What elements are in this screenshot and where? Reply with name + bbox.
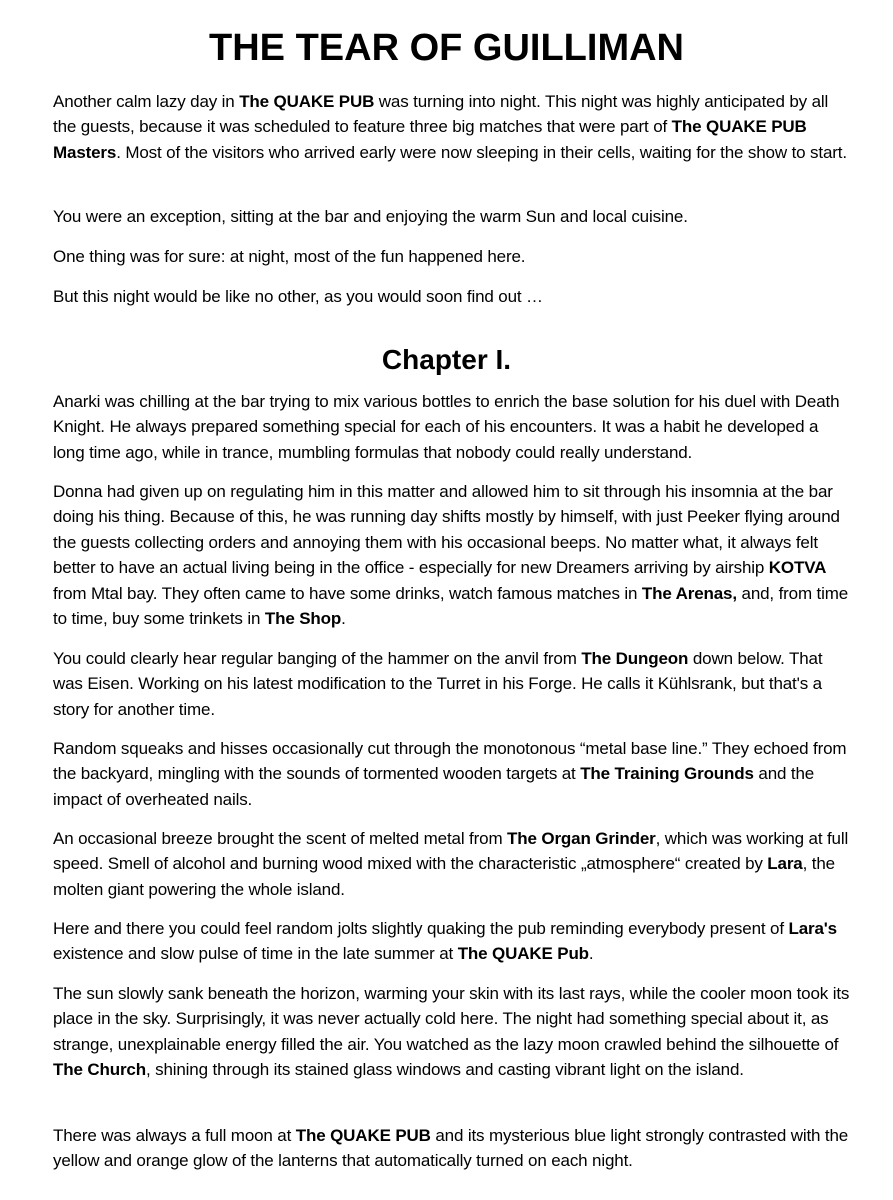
text-run: An occasional breeze brought the scent of melted metal from [53, 829, 508, 848]
paragraph-chapter-5 [53, 826, 853, 902]
text-run: and the impact of overheated nails. [53, 764, 815, 809]
text-run: down below. That was Eisen. Working on his latest modification to the Turret in his Forge. He calls it Kühlsrank, but that's a story for another time. [53, 649, 823, 719]
text-run: . [341, 609, 346, 629]
text-run: . Most of the visitors who arrived early were now sleeping in their cells, waiting for the show to start. [116, 142, 847, 162]
text-run: But this night would be like no other, as you would soon find out … [53, 287, 543, 306]
paragraph-chapter-7 [53, 981, 853, 1083]
paragraph-intro-3 [53, 244, 853, 269]
text-run: The sun slowly sank beneath the horizon, warming your skin with its last rays, while the cooler moon took its place in the sky. Surprisingly, it was never actually cold here. The night had something special about it, as strange, unexplainable energy filled the air. You watched as the lazy moon crawled behind the silhouette of [53, 984, 850, 1054]
text-run: from Mtal bay. They often came to have some drinks, watch famous matches in [53, 583, 642, 603]
text-run: There was always a full moon at [53, 1126, 296, 1145]
text-run: One thing was for sure: at night, most of the fun happened here. [53, 247, 526, 266]
paragraph-chapter-2 [53, 479, 853, 631]
paragraph-chapter-4 [53, 736, 853, 812]
text-run: Random squeaks and hisses occasionally cut through the monotonous “metal base line.” They echoed from the backyard, mingling with the sounds of tormented wooden targets at [53, 739, 847, 784]
emphasis-term: The Shop [264, 609, 342, 629]
paragraph-intro-2 [53, 204, 853, 229]
paragraph-chapter-6 [53, 916, 853, 967]
emphasis-term: KOTVA [768, 558, 827, 578]
paragraph-intro-1 [53, 89, 853, 165]
paragraph-chapter-8 [53, 1123, 853, 1174]
text-run: , shining through its stained glass windows and casting vibrant light on the island. [145, 1060, 744, 1080]
emphasis-term: The QUAKE PUB Masters [53, 117, 807, 162]
text-run: and, from time to time, buy some trinkets in [53, 583, 849, 629]
text-run: You were an exception, sitting at the bar and enjoying the warm Sun and local cuisine. [53, 207, 688, 226]
text-run: , the molten giant powering the whole island. [53, 854, 835, 899]
emphasis-term: The Arenas, [641, 583, 737, 603]
emphasis-term: The Church [53, 1060, 146, 1080]
text-run: Another calm lazy day in [53, 92, 240, 111]
text-run: Anarki was chilling at the bar trying to mix various bottles to enrich the base solution for his duel with Death Knight. He always prepared something special for each of his encounters. It was a habit he developed a long time ago, while in trance, mumbling formulas that nobody could really understand. [53, 392, 840, 462]
emphasis-term: The Dungeon [581, 649, 689, 668]
text-run: and its mysterious blue light strongly contrasted with the yellow and orange glow of the lanterns that automatically turned on each night. [53, 1126, 849, 1171]
text-run: . [588, 944, 594, 964]
emphasis-term: The Training Grounds [580, 764, 754, 784]
paragraph-chapter-1 [53, 389, 853, 465]
text-run: You could clearly hear regular banging of the hammer on the anvil from [53, 649, 582, 668]
chapter-heading: Chapter I. [381, 344, 512, 375]
text-run: Here and there you could feel random jolts slightly quaking the pub reminding everybody present of [53, 919, 789, 938]
document-title: THE TEAR OF GUILLIMAN [209, 27, 684, 69]
text-run: was turning into night. This night was highly anticipated by all the guests, because it was scheduled to feature three big matches that were part of [53, 92, 829, 137]
text-run: existence and slow pulse of time in the late summer at [53, 944, 458, 964]
paragraph-intro-4 [53, 284, 853, 309]
emphasis-term: The QUAKE PUB [239, 92, 375, 111]
emphasis-term: Lara [767, 854, 803, 874]
emphasis-term: Lara's [788, 919, 837, 938]
emphasis-term: The Organ Grinder [507, 829, 656, 848]
text-run: , which was working at full speed. Smell of alcohol and burning wood mixed with the characteristic „atmosphere“ created by [53, 829, 849, 874]
paragraph-chapter-3 [53, 646, 853, 722]
emphasis-term: The QUAKE Pub [457, 944, 589, 964]
emphasis-term: The QUAKE PUB [295, 1126, 431, 1145]
text-run: Donna had given up on regulating him in this matter and allowed him to sit through his insomnia at the bar doing his thing. Because of this, he was running day shifts mostly by himself, with just Peeker flying around the guests collecting orders and annoying them with his occasional beeps. No matter what, it always felt better to have an actual living being in the office - especially for new Dreamers arriving by airship [53, 482, 840, 578]
